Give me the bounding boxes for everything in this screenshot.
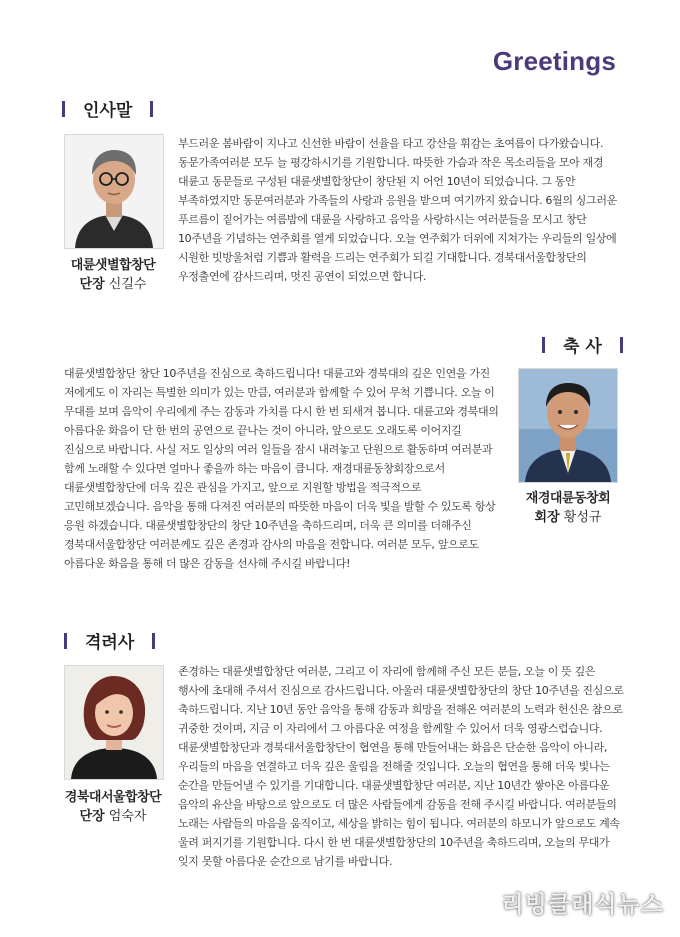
heading-text: 격려사: [85, 633, 135, 653]
caption-name: 신길수: [108, 277, 147, 292]
caption-org: 경북대서울합창단: [64, 790, 162, 805]
caption-role: 회장: [534, 510, 560, 525]
heading-bar-left: [64, 633, 67, 649]
heading-bar-right: [620, 337, 623, 353]
heading-bar-right: [150, 101, 153, 117]
caption-name: 황성규: [563, 510, 602, 525]
watermark-text: 리빙클래식뉴스: [501, 892, 664, 918]
heading-text: 축 사: [563, 337, 602, 357]
caption-name: 엄숙자: [108, 809, 147, 824]
photo-wrap-spacer: [502, 364, 624, 554]
page-title: Greetings: [492, 46, 616, 76]
section-heading-congratulation: [542, 332, 623, 357]
congratulation-body-text: 대륜샛별합창단 창단 10주년을 진심으로 축하드립니다! 대륜고와 경북대의 깊은 인연을 가진 저에게도 이 자리는 특별한 의미가 있는 만큼, 여러분과 함께할 수 있어 무척 기쁩니다. 오늘 이 무대를 보며 음악이 우리에게 주는 감동과 가치를 다시 한 번 되새겨 봅니다. 대륜고와 경북대의 아름다운 화음이 단 한 번의 공연으로 끝나는 것이 아니라, 앞으로도 오래도록 이어지길 진심으로 바랍니다. 사실 저도 일상의 여러 일들을 잠시 내려놓고 단원으로 활동하며 여러분과 함께 노래할 수 있다면 얼마나 좋을까 하는 마음이 큽니다. 재경대륜동창회장으로서 대륜샛별합창단에 더욱 깊은 관심을 가지고, 앞으로 지원할 방법을 적극적으로 고민해보겠습니다. 음악을 통해 다져진 여러분의 따뜻한 마음이 더욱 빛을 발할 수 있도록 항상 응원 하겠습니다. 대륜샛별합창단의 창단 10주년을 축하드리며, 더욱 큰 의미를 더해주신 경북대서울합창단 여러분께도 깊은 존경과 감사의 마음을 전합니다. 여러분 모두, 앞으로도 아름다운 화음을 통해 더 많은 감동을 선사해 주시길 바랍니다!: [64, 364, 624, 573]
section-heading-encouragement: [64, 628, 155, 653]
caption-role: 단장: [79, 277, 105, 292]
portrait-woman-image: [65, 666, 163, 779]
section-heading-greeting: [62, 96, 153, 121]
caption-org: 대륜샛별합창단: [70, 258, 156, 273]
portrait-photo-greeting: [64, 134, 164, 249]
portrait-man-glasses-image: [65, 135, 163, 248]
caption-encouragement: [53, 788, 173, 826]
caption-greeting: [53, 256, 173, 294]
heading-bar-left: [62, 101, 65, 117]
encouragement-body-text: 존경하는 대륜샛별합창단 여러분, 그리고 이 자리에 함께해 주신 모든 분들, 오늘 이 뜻 깊은 행사에 초대해 주셔서 진심으로 감사드립니다. 아울러 대륜샛별합창단의 창단 10주년을 진심으로 축하드립니다. 지난 10년 동안 음악을 통해 감동과 희망을 전해온 여러분의 노력과 헌신은 참으로 귀중한 것이며, 지금 이 자리에서 그 아름다운 여정을 함께할 수 있어서 더욱 영광스럽습니다. 대륜샛별합창단과 경북대서울합창단이 협연을 통해 만들어내는 화음은 단순한 음악이 아니라, 우리들의 마음을 연결하고 더욱 깊은 울림을 전해줄 것입니다. 오늘의 협연을 통해 더욱 빛나는 순간을 만들어낼 수 있기를 기대합니다. 대륜샛별합창단 여러분, 지난 10년간 쌓아온 아름다운 음악의 유산을 바탕으로 앞으로도 더 많은 사람들에게 감동을 전해 주시길 바랍니다. 여러분들의 노래는 사람들의 마음을 움직이고, 세상을 밝히는 힘이 됩니다. 여러분의 하모니가 앞으로도 계속 울려 퍼지기를 기원합니다. 다시 한 번 대륜샛별합창단의 10주년을 축하드리며, 오늘의 무대가 잊지 못할 아름다운 순간으로 남기를 바랍니다.: [178, 665, 624, 868]
greeting-body-text: 부드러운 봄바람이 지나고 신선한 바람이 선율을 타고 강산을 휘감는 초여름이 다가왔습니다. 동문가족여러분 모두 늘 평강하시기를 기원합니다. 따뜻한 가슴과 작은 목소리들을 모아 재경 대륜고 동문들로 구성된 대륜샛별합창단이 창단된 지 어언 10년이 되었습니다. 그 동안 부족하였지만 동문여러분과 가족들의 사랑과 응원을 받으며 여기까지 왔습니다. 6월의 싱그러운 푸르름이 짙어가는 여름밤에 대륜을 사랑하고 음악을 사랑하시는 여러분들을 모시고 창단 10주년을 기념하는 연주회를 열게 되었습니다. 오늘 연주회가 더위에 지쳐가는 우리들의 일상에 시원한 빗방울처럼 기쁨과 활력을 드리는 연주회가 되길 기대합니다. 경북대서울합창단의 우정출연에 감사드리며, 멋진 공연이 되었으면 합니다.: [178, 137, 617, 283]
caption-org: 재경대륜동창회: [525, 491, 611, 506]
heading-bar-left: [542, 337, 545, 353]
heading-text: 인사말: [83, 101, 133, 121]
caption-role: 단장: [79, 809, 105, 824]
heading-bar-right: [152, 633, 155, 649]
portrait-photo-encouragement: [64, 665, 164, 780]
